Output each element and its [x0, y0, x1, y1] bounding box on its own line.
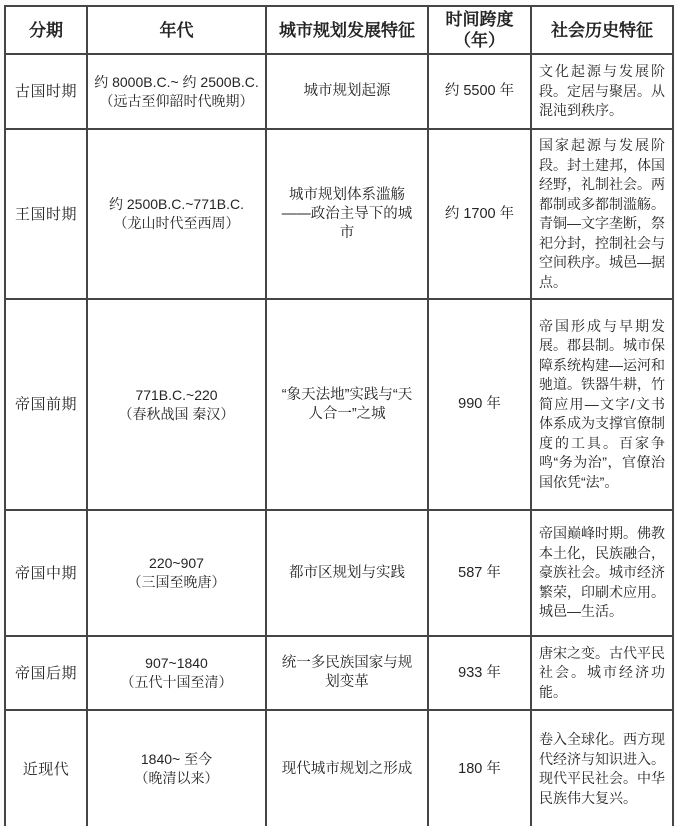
header-span: [428, 6, 531, 54]
cell-feature: 城市规划起源: [266, 54, 428, 129]
cell-span: 933 年: [428, 636, 531, 710]
cell-era: [87, 510, 266, 636]
cell-period: 帝国后期: [5, 636, 87, 710]
cell-era: [87, 129, 266, 299]
table-row: [5, 636, 673, 710]
cell-period: 帝国前期: [5, 299, 87, 510]
cell-feature: 都市区规划与实践: [266, 510, 428, 636]
era-line1: 约 8000B.C.~ 约 2500B.C.: [94, 73, 259, 90]
cell-span: 587 年: [428, 510, 531, 636]
cell-span: 约 5500 年: [428, 54, 531, 129]
header-row: [5, 6, 673, 54]
table-row: [5, 710, 673, 826]
header-period: 分期: [5, 6, 87, 54]
cell-span: 约 1700 年: [428, 129, 531, 299]
cell-period: 帝国中期: [5, 510, 87, 636]
cell-feature: 城市规划体系滥觞——政治主导下的城市: [266, 129, 428, 299]
cell-feature: 统一多民族国家与规划变革: [266, 636, 428, 710]
cell-social: 卷入全球化。西方现代经济与知识进入。现代平民社会。中华民族伟大复兴。: [531, 710, 673, 826]
header-feature: 城市规划发展特征: [266, 6, 428, 54]
era-line1: 907~1840: [145, 655, 208, 671]
cell-feature: 现代城市规划之形成: [266, 710, 428, 826]
era-line2: （五代十国至清）: [120, 674, 233, 690]
era-line1: 约 2500B.C.~771B.C.: [108, 196, 245, 212]
cell-era: [87, 54, 266, 129]
era-line1: 220~907: [149, 555, 204, 571]
table-row: [5, 299, 673, 510]
urban-planning-periodization-table: [4, 5, 674, 826]
cell-feature: “象天法地”实践与“天人合一”之城: [266, 299, 428, 510]
cell-social: 唐宋之变。古代平民社会。城市经济功能。: [531, 636, 673, 710]
header-era: 年代: [87, 6, 266, 54]
cell-span: 180 年: [428, 710, 531, 826]
cell-social: 帝国形成与早期发展。郡县制。城市保障系统构建—运河和驰道。铁器牛耕，竹简应用—文字/文书体系成为支撑官僚制度的工具。百家争鸣“务为治”，官僚治国依凭“法”。: [531, 299, 673, 510]
cell-era: [87, 710, 266, 826]
header-social: 社会历史特征: [531, 6, 673, 54]
header-span-line1: 时间跨度: [445, 10, 514, 29]
cell-era: [87, 636, 266, 710]
era-line2: （龙山时代至西周）: [113, 215, 240, 231]
table-row: [5, 510, 673, 636]
header-span-line2: （年）: [454, 31, 505, 50]
era-line1: 771B.C.~220: [135, 386, 218, 403]
table-row: [5, 129, 673, 299]
cell-social: 帝国巅峰时期。佛教本土化，民族融合，豪族社会。城市经济繁荣，印刷术应用。城邑—生活。: [531, 510, 673, 636]
cell-period: 近现代: [5, 710, 87, 826]
cell-social: 文化起源与发展阶段。定居与聚居。从混沌到秩序。: [531, 54, 673, 129]
era-line2: （晚清以来）: [134, 770, 219, 786]
era-line2: （三国至晚唐）: [127, 574, 226, 590]
era-line1: 1840~ 至今: [140, 751, 213, 767]
table-row: [5, 54, 673, 129]
cell-span: 990 年: [428, 299, 531, 510]
era-line2: （春秋战国 秦汉）: [118, 405, 235, 422]
cell-period: 王国时期: [5, 129, 87, 299]
era-line2: （远古至仰韶时代晚期）: [99, 92, 254, 109]
cell-period: 古国时期: [5, 54, 87, 129]
cell-era: [87, 299, 266, 510]
cell-social: 国家起源与发展阶段。封土建邦，体国经野，礼制社会。两都制或多都制滥觞。青铜—文字垄断，祭祀分封，控制社会与空间秩序。城邑—据点。: [531, 129, 673, 299]
